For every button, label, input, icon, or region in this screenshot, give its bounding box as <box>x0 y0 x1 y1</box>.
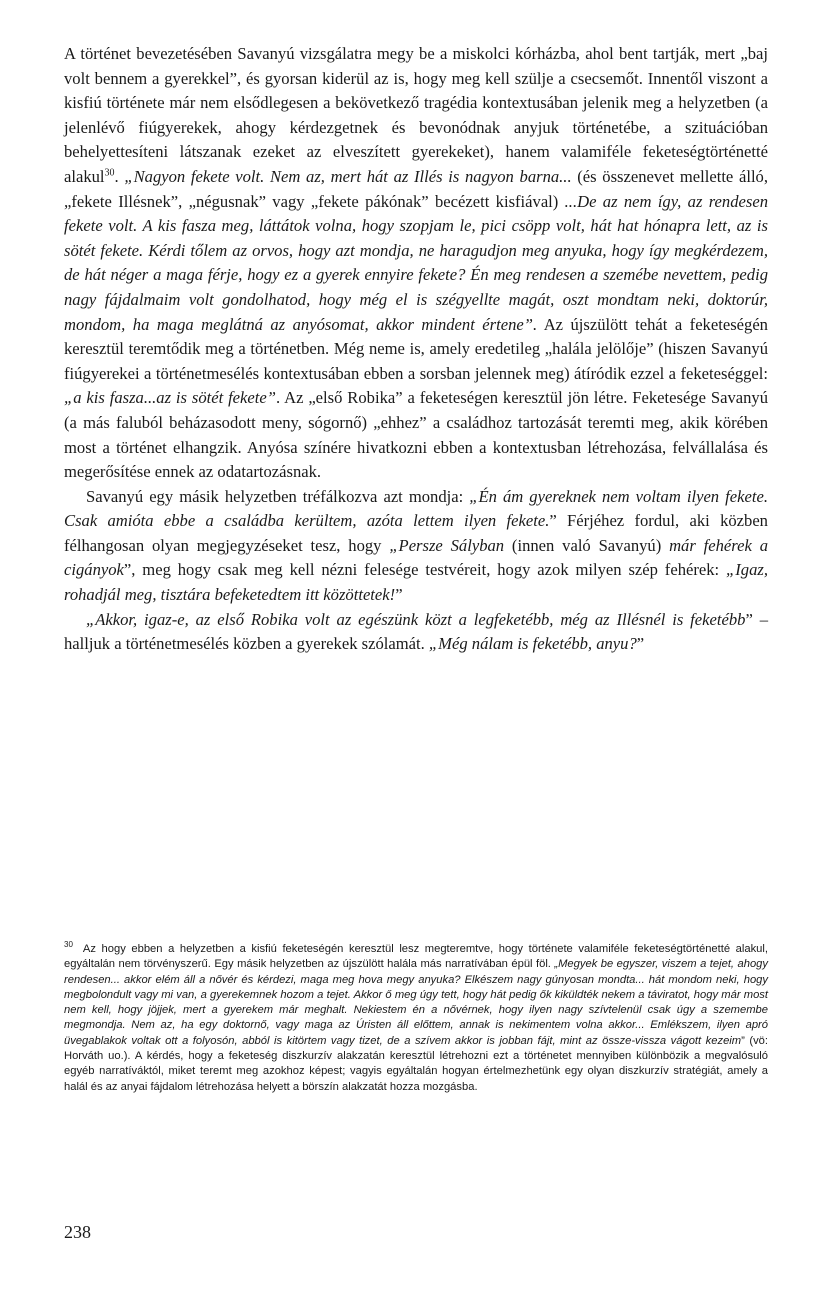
quote: ...De az nem így, az rendesen fekete volt. A kis fasza meg, láttátok volna, hogy szopjam le, pici csöpp volt, hát hat hónapra lett, az is sötét fekete. Kérdi tőlem az orvos, hogy azt mondja, ne haragudjon meg anyuka, hogy így megkérdezem, de hát néger a maga férje, hogy ez a gyerek ennyire fekete? Én meg rendesen a szemébe nevettem, pedig nagy fájdalmaim volt gondolhatod, hogy még el is szégyellte magát, oszt mondtam neki, doktorúr, mondom, ha maga meglátná az anyósomat, akkor mindent értene”. <box>64 191 769 334</box>
quote: „Még nálam is feketébb, anyu? <box>428 634 637 654</box>
quote: „Persze Sályban <box>389 535 505 555</box>
text-run: Az újszülött tehát a feketeségén keresztül teremtődik meg a történetben. Még neme is, amely eredetileg „halála jelölője” (hiszen Savanyú fiúgyerekei a történetmesélés kontextusában ebben a sorsban jelennek meg) átíródik ezzel a feketeséggel: <box>64 314 768 383</box>
page-number: 238 <box>64 1222 91 1242</box>
footnote-reference[interactable]: 30 <box>104 167 115 179</box>
main-text <box>64 42 768 657</box>
text-run: ” Férjéhez fordul, aki közben félhangosan olyan megjegyzéseket tesz, hogy <box>64 511 768 555</box>
quote: „Én ám gyereknek nem voltam ilyen fekete. Csak amióta ebbe a családba kerültem, azóta lettem ilyen fekete. <box>64 486 768 531</box>
paragraph-1 <box>64 42 768 485</box>
text-run: ” – halljuk a történetmesélés közben a gyerekek szólamát. <box>64 609 768 654</box>
quote: „Igaz, rohadjál meg, tisztára befeketedtem itt közöttetek! <box>64 560 768 605</box>
text-run: ” <box>395 585 403 605</box>
footnote-30 <box>64 942 768 1095</box>
text-run: . Az „első Robika” a feketeségen keresztül jön létre. Feketesége Savanyú (a más faluból beházasodott meny, sógornő) „ehhez” a családhoz tartozását teremti meg, akik körében most a történet elhangzik. Anyósa színére hivatkozni ebben a kontextusban létrehozása, felvállalása és megerősítése ennek az odatartozásnak. <box>64 388 768 482</box>
quote: „a kis fasza...az is sötét fekete” <box>64 388 276 408</box>
paragraph-3 <box>64 608 768 657</box>
text-run: ” <box>636 634 645 654</box>
footnote-number: 30 <box>64 940 73 950</box>
text-run: (innen való Savanyú) <box>504 535 670 555</box>
text-run: ”, meg hogy csak meg kell nézni felesége testvéreit, hogy azok milyen szép fehérek: <box>123 560 727 580</box>
paragraph-2 <box>64 485 768 608</box>
text-run: A történet bevezetésében Savanyú vizsgálatra megy be a miskolci kórházba, ahol bent tartják, mert „baj volt bennem a gyerekkel”, és gyorsan kiderül az is, hogy meg kell szülje a csecsemőt. Innentől viszont a kisfiú története már nem elsődlegesen a bekövetkező tragédia kontextusában jelenik meg a helyzetben (a jelenlévő fiúgyerekek, ahogy kérdezgetnek és bevonódnak anyjuk történetébe, a szituációban behelyettesíteni látszanak ezeket az elveszített gyerekeket), hanem valamiféle feketeségtörténetté alakul <box>64 44 768 186</box>
quote: már fehérek a cigányok <box>64 535 768 580</box>
text-run: Az hogy ebben a helyzetben a kisfiú feketeségén keresztül lesz megteremtve, hogy története valamiféle feketeségtörténetté alakul, egyáltalán nem törvényszerű. Egy másik helyzetben az újszülött halála más narratívában épül föl. <box>64 943 768 971</box>
quote: „Akkor, igaz-e, az első Robika volt az egészünk közt a legfeketébb, még az Illésnél is feketébb <box>86 609 746 629</box>
quote: „Nagyon fekete volt. Nem az, mert hát az Illés is nagyon barna... <box>124 166 572 186</box>
text-run: ” (vö: Horváth uo.). A kérdés, hogy a feketeség diszkurzív alakzatán keresztül létrehozni ezt a történetet mennyiben különbözik a megvalósuló egyéb narratíváktól, miket teremt meg azokhoz képest; vagyis egyáltalán hogyan értelmezhetünk egy olyan diszkurzív stratégiát, amely a halál és az anyai fájdalom létrehozása helyett a börszín alakzatát hozza mozgásba. <box>64 1034 768 1093</box>
text-run: (és összenevet mellette álló, „fekete Illésnek”, „négusnak” vagy „fekete pákónak” becézett kisfiával) <box>64 166 769 211</box>
quote: „Megyek be egyszer, viszem a tejet, ahogy rendesen... akkor elém áll a nővér és kérdezi, maga meg hova megy anyuka? Elkészem nagy gúnyosan mondta... hát mondom neki, hogy megbolondult vagy mi van, a gyerekemnek hozom a tejet. Akkor ő meg úgy tett, hogy hát pedig ők kiküldték nekem a táviratot, hogy már most nem kell, hogy jöjjek, mert a gyerekem már meghalt. Nekiestem én a nővérnek, hogy ilyen nagy szívtelenül csak úgy a szemembe megmondja. Nem az, ha egy doktornő, vagy maga az Úristen áll előttem, annak is nekimentem volna akkor... Emlékszem, ilyen apró üvegablakok voltak ott a folyosón, abból is kitörtem vagy tizet, de a szívem akkor is jobban fájt, mint az össze-vissza vágott kezeim <box>64 958 768 1047</box>
text-run: Savanyú egy másik helyzetben tréfálkozva azt mondja: <box>86 486 470 506</box>
text-run: . <box>114 166 125 186</box>
